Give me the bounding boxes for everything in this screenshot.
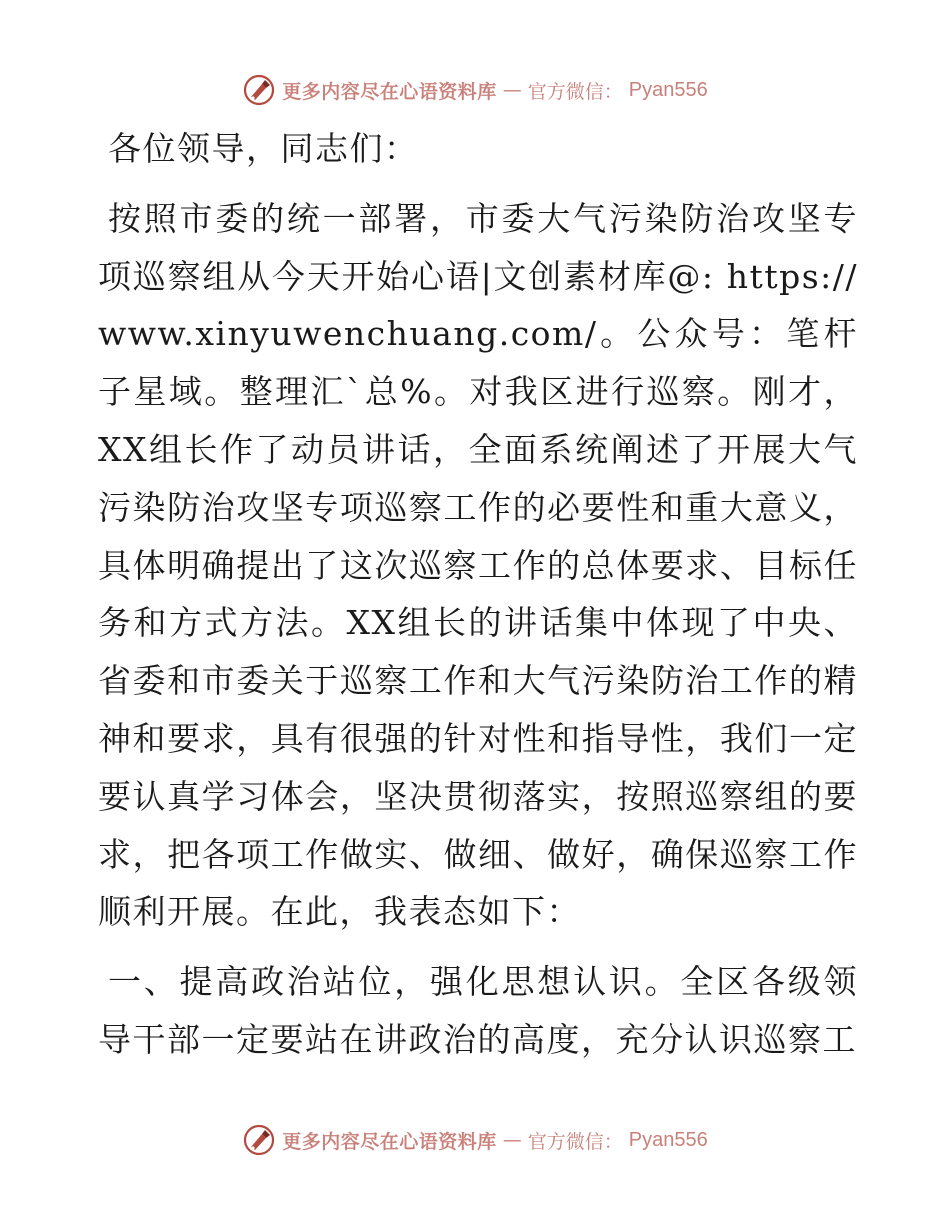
paragraph-intro: 按照市委的统一部署，市委大气污染防治攻坚专项巡察组从今天开始心语|文创素材库@: https://www.xinyuwenchuang.com/。公众号：笔杆子星域。整理汇`总%。对我区进行巡察。刚才，XX组长作了动员讲话，全面系统阐述了开展大气污染防治攻坚专项巡察工作的必要性和重大意义，具体明确提出了这次巡察工作的总体要求、目标任务和方式方法。XX组长的讲话集中体现了中央、省委和市委关于巡察工作和大气污染防治工作的精神和要求，具有很强的针对性和指导性，我们一定要认真学习体会，坚决贯彻落实，按照巡察组的要求，把各项工作做实、做细、做好，确保巡察工作顺利开展。在此，我表态如下：: [98, 198, 858, 932]
pen-nib-logo-icon: [242, 73, 276, 107]
banner-slogan: 更多内容尽在心语资料库: [282, 1130, 497, 1153]
banner-slogan: 更多内容尽在心语资料库: [282, 80, 497, 103]
paragraph-section-one: 一、提高政治站位，强化思想认识。全区各级领导干部一定要站在讲政治的高度，充分认识巡察工: [98, 962, 858, 1059]
greeting: 各位领导，同志们：: [108, 129, 419, 168]
banner-dash: —: [502, 79, 522, 101]
banner-wechat-label: 官方微信：: [527, 1130, 623, 1153]
document-body: [98, 120, 858, 1081]
footer-banner: [0, 1120, 950, 1160]
header-banner: [0, 70, 950, 110]
banner-wechat-id: Pyan556: [628, 78, 708, 101]
pen-nib-logo-icon: [242, 1123, 276, 1157]
banner-wechat-label: 官方微信：: [527, 80, 623, 103]
banner-dash: —: [502, 1129, 522, 1151]
banner-wechat-id: Pyan556: [628, 1128, 708, 1151]
